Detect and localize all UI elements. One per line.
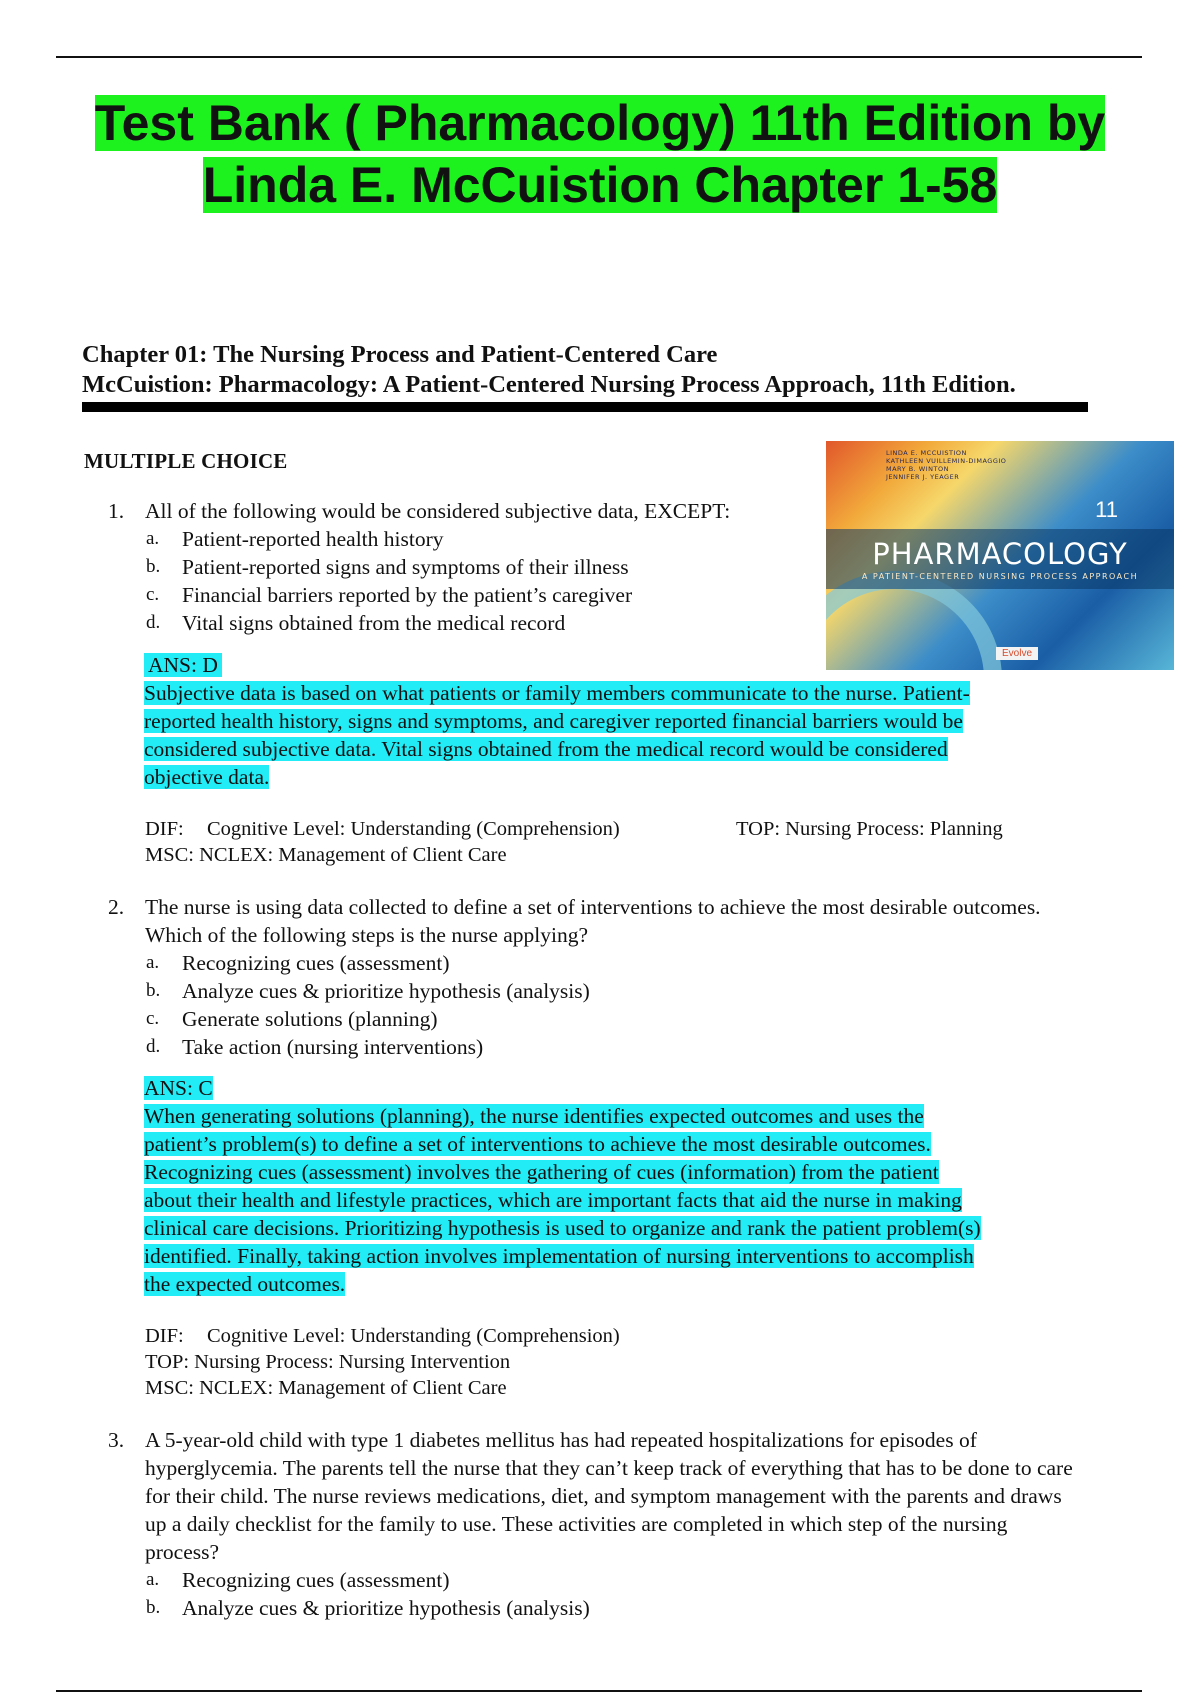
- rationale-line: objective data.: [144, 765, 270, 789]
- cover-publisher-logo: Evolve: [996, 647, 1038, 660]
- book-cover-image: [826, 441, 1174, 670]
- book-title: McCuistion: Pharmacology: A Patient-Centered Nursing Process Approach, 11th Edition.: [82, 371, 1016, 398]
- question-number: 1.: [108, 499, 125, 523]
- bottom-rule: [56, 1690, 1142, 1692]
- question-number: 2.: [108, 895, 125, 919]
- rationale-line: Recognizing cues (assessment) involves the gathering of cues (information) from the patient: [144, 1160, 939, 1184]
- rationale-line: Subjective data is based on what patients or family members communicate to the nurse. Patient-: [144, 681, 970, 705]
- title-line-1: Test Bank ( Pharmacology) 11th Edition by: [94, 95, 1106, 151]
- answer-block-2: [144, 1074, 981, 1298]
- rationale-line: considered subjective data. Vital signs obtained from the medical record would be considered: [144, 737, 948, 761]
- question-stem: A 5-year-old child with type 1 diabetes mellitus has had repeated hospitalizations for episodes of hyperglycemia. The parents tell the nurse that they can’t keep track of everything that has to be done to care for their child. The nurse reviews medications, diet, and symptom management with the parents and draws up a daily checklist for the family to use. These activities are completed in which step of the nursing process?: [145, 1428, 1073, 1564]
- rationale-line: identified. Finally, taking action involves implementation of nursing interventions to accomplish: [144, 1244, 974, 1268]
- cover-title: PHARMACOLOGY: [872, 537, 1128, 571]
- cover-authors: LINDA E. MCCUISTION KATHLEEN VUILLEMIN-DIMAGGIO MARY B. WINTON JENNIFER J. YEAGER: [886, 449, 1007, 481]
- question-stem: The nurse is using data collected to define a set of interventions to achieve the most desirable outcomes. Which of the following steps is the nurse applying?: [145, 895, 1041, 947]
- answer-key: ANS: C: [144, 1076, 213, 1100]
- rationale-line: clinical care decisions. Prioritizing hypothesis is used to organize and rank the patient problem(s): [144, 1216, 981, 1240]
- topic-1: TOP: Nursing Process: Planning: [736, 818, 1003, 840]
- msc-2: MSC: NCLEX: Management of Client Care: [145, 1377, 507, 1399]
- chapter-divider: [82, 402, 1088, 412]
- topic-2: TOP: Nursing Process: Nursing Intervention: [145, 1351, 511, 1373]
- rationale-line: reported health history, signs and symptoms, and caregiver reported financial barriers would be: [144, 709, 963, 733]
- rationale-line: the expected outcomes.: [144, 1272, 346, 1296]
- rationale-line: When generating solutions (planning), the nurse identifies expected outcomes and uses the: [144, 1104, 924, 1128]
- cover-edition: 11: [1095, 497, 1118, 522]
- question-stem: All of the following would be considered subjective data, EXCEPT:: [145, 499, 731, 523]
- top-rule: [56, 56, 1142, 58]
- answer-key: ANS: D: [144, 653, 222, 677]
- chapter-heading: [82, 340, 1092, 400]
- question-number: 3.: [108, 1428, 125, 1452]
- difficulty-1: DIF: Cognitive Level: Understanding (Comprehension): [145, 818, 620, 840]
- difficulty-2: DIF: Cognitive Level: Understanding (Comprehension): [145, 1325, 620, 1347]
- rationale-line: about their health and lifestyle practices, which are important facts that aid the nurse in making: [144, 1188, 962, 1212]
- chapter-title: Chapter 01: The Nursing Process and Patient-Centered Care: [82, 341, 718, 368]
- rationale-line: patient’s problem(s) to define a set of interventions to achieve the most desirable outcomes.: [144, 1132, 931, 1156]
- title-line-2: Linda E. McCuistion Chapter 1-58: [202, 157, 998, 213]
- document-title: [0, 92, 1200, 216]
- cover-subtitle: A PATIENT-CENTERED NURSING PROCESS APPROACH: [861, 572, 1139, 581]
- answer-block-1: [144, 651, 970, 791]
- section-heading: MULTIPLE CHOICE: [84, 449, 288, 473]
- msc-1: MSC: NCLEX: Management of Client Care: [145, 844, 507, 866]
